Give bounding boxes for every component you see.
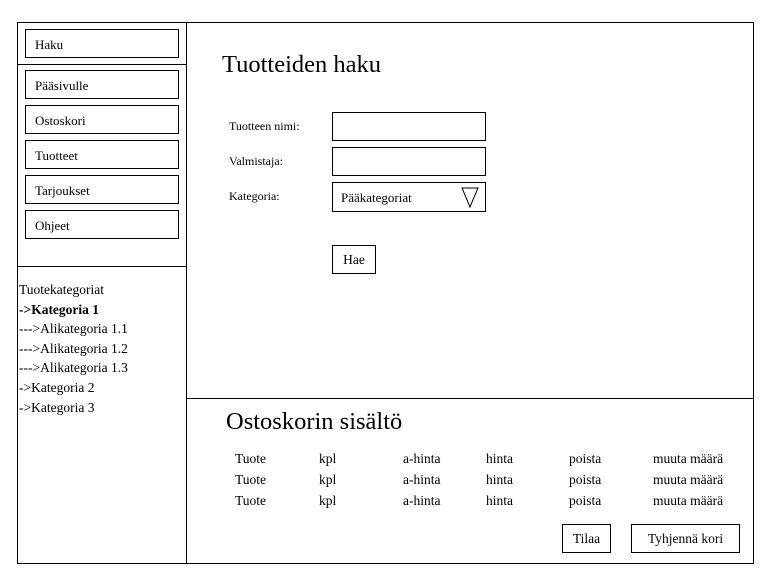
- category-select-value: Pääkategoriat: [341, 190, 412, 205]
- manufacturer-input[interactable]: [332, 147, 486, 176]
- cart-change-quantity-link[interactable]: muuta määrä: [653, 472, 724, 487]
- cart-remove-link[interactable]: poista: [569, 493, 602, 508]
- cart-panel: [187, 399, 754, 563]
- category-item-3[interactable]: ->Kategoria 3: [19, 399, 95, 415]
- cart-price: hinta: [486, 451, 513, 466]
- category-item-2[interactable]: ->Kategoria 2: [19, 379, 95, 395]
- product-search-panel: [187, 23, 754, 398]
- cart-quantity: kpl: [319, 472, 337, 487]
- sidebar-search-link[interactable]: Haku: [25, 29, 179, 58]
- category-select[interactable]: [332, 182, 486, 212]
- cart-quantity: kpl: [319, 493, 337, 508]
- page-title: Tuotteiden haku: [222, 51, 382, 78]
- subcategory-item-1-3[interactable]: --->Alikategoria 1.3: [19, 360, 128, 376]
- cart-unit-price: a-hinta: [403, 493, 441, 508]
- cart-price: hinta: [486, 472, 513, 487]
- cart-product: Tuote: [235, 451, 267, 466]
- cart-price: hinta: [486, 493, 513, 508]
- order-button[interactable]: Tilaa: [562, 524, 611, 553]
- cart-product: Tuote: [235, 472, 267, 487]
- product-name-label: Tuotteen nimi:: [229, 119, 300, 133]
- sidebar-divider: [18, 266, 186, 267]
- sidebar: [18, 23, 187, 563]
- cart-unit-price: a-hinta: [403, 472, 441, 487]
- category-tree: [19, 280, 128, 417]
- page-frame: [17, 22, 754, 564]
- category-label: Kategoria:: [229, 189, 280, 203]
- dropdown-arrow-icon: [461, 186, 479, 208]
- subcategory-item-1-2[interactable]: --->Alikategoria 1.2: [19, 340, 128, 356]
- cart-title: Ostoskorin sisältö: [226, 408, 403, 435]
- nav-item-products[interactable]: Tuotteet: [25, 140, 179, 169]
- cart-change-quantity-link[interactable]: muuta määrä: [653, 451, 724, 466]
- cart-remove-link[interactable]: poista: [569, 451, 602, 466]
- cart-quantity: kpl: [319, 451, 337, 466]
- nav-item-cart[interactable]: Ostoskori: [25, 105, 179, 134]
- category-item-1[interactable]: ->Kategoria 1: [19, 301, 100, 317]
- cart-remove-link[interactable]: poista: [569, 472, 602, 487]
- nav-item-help[interactable]: Ohjeet: [25, 210, 179, 239]
- cart-product: Tuote: [235, 493, 267, 508]
- clear-cart-button[interactable]: Tyhjennä kori: [631, 524, 740, 553]
- cart-change-quantity-link[interactable]: muuta määrä: [653, 493, 724, 508]
- search-button[interactable]: Hae: [332, 245, 376, 274]
- nav-item-offers[interactable]: Tarjoukset: [25, 175, 179, 204]
- subcategory-item-1-1[interactable]: --->Alikategoria 1.1: [19, 321, 128, 337]
- sidebar-divider: [18, 64, 186, 65]
- product-name-input[interactable]: [332, 112, 486, 141]
- nav-item-home[interactable]: Pääsivulle: [25, 70, 179, 99]
- cart-unit-price: a-hinta: [403, 451, 441, 466]
- category-tree-title: Tuotekategoriat: [19, 282, 104, 297]
- manufacturer-label: Valmistaja:: [229, 154, 283, 168]
